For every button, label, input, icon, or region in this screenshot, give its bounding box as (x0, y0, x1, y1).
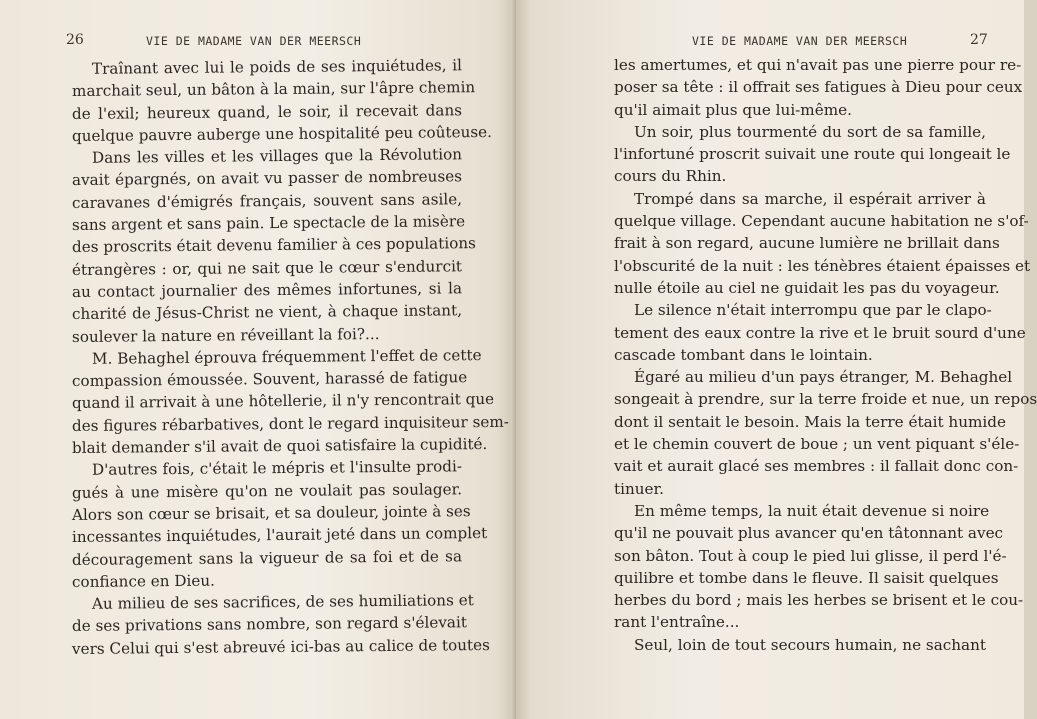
text-line: des figures rébarbatives, dont le regard inquisiteur sem- (71, 412, 509, 435)
text-line: Le silence n'était interrompu que par le clapo- (634, 301, 992, 320)
text-line: de l'exil; heureux quand, le soir, il recevait dans (71, 100, 463, 123)
text-line: cours du Rhin. (614, 167, 727, 186)
text-line: les amertumes, et qui n'avait pas une pierre pour re- (614, 56, 1022, 74)
text-line: quelque pauvre auberge une hospitalité peu coûteuse. (71, 122, 493, 145)
text-line: frait à son regard, aucune lumière ne brillait dans (614, 234, 1000, 253)
text-line: marchait seul, un bâton à la main, sur l'âpre chemin (71, 78, 476, 101)
text-line: son bâton. Tout à coup le pied lui glisse, il perd l'é- (614, 546, 1007, 565)
text-line: rant l'entraîne... (614, 613, 740, 632)
text-line: et le chemin couvert de boue ; un vent piquant s'éle- (614, 435, 1020, 454)
text-line: l'obscurité de la nuit : les ténèbres étaient épaisses et (614, 256, 1031, 275)
right-page (516, 0, 1037, 719)
text-line: découragement sans la vigueur de sa foi et de sa (71, 546, 463, 569)
text-line: Dans les villes et les villages que la Révolution (91, 145, 463, 167)
text-line: vait et aurait glacé ses membres : il fallait donc con- (614, 457, 1019, 476)
page-number: 26 (66, 32, 84, 48)
text-line: quilibre et tombe dans le fleuve. Il saisit quelques (614, 568, 999, 587)
text-line: des proscrits était devenu familier à ces populations (71, 234, 476, 257)
text-line: tinuer. (614, 479, 664, 498)
text-line: M. Behaghel éprouva fréquemment l'effet de cette (91, 345, 482, 368)
text-line: nulle étoile au ciel ne guidait les pas du voyageur. (614, 278, 1000, 297)
text-line: l'infortuné proscrit suivait une route qui longeait le (614, 145, 1011, 164)
text-line: Au milieu de ses sacrifices, de ses humiliations et (91, 591, 474, 613)
text-line: Seul, loin de tout secours humain, ne sachant (634, 635, 986, 654)
running-head: VIE DE MADAME VAN DER MEERSCH (146, 34, 362, 48)
text-line: D'autres fois, c'était le mépris et l'insulte prodi- (91, 457, 463, 480)
text-line: Un soir, plus tourmenté du sort de sa famille, (634, 122, 986, 141)
text-line: qu'il ne pouvait plus avancer qu'en tâtonnant avec (614, 524, 1004, 543)
text-line: sans argent et sans pain. Le spectacle de la misère (71, 212, 466, 235)
text-line: caravanes d'émigrés français, souvent sans asile, (71, 190, 463, 212)
text-line: Trompé dans sa marche, il espérait arriver à (634, 189, 986, 208)
text-line: cascade tombant dans le lointain. (614, 345, 873, 364)
text-line: En même temps, la nuit était devenue si noire (634, 501, 990, 520)
text-line: incessantes inquiétudes, l'aurait jeté dans un complet (71, 524, 488, 547)
text-line: songeait à prendre, sur la terre froide et nue, un repos (614, 390, 1037, 409)
text-line: quand il arrivait à une hôtellerie, il n'y rencontrait que (71, 390, 495, 413)
text-line: dont il sentait le besoin. Mais la terre était humide (614, 412, 1006, 431)
text-line: charité de Jésus-Christ ne vient, à chaque instant, (71, 301, 463, 324)
text-line: poser sa tête : il offrait ses fatigues à Dieu pour ceux (614, 78, 1023, 97)
right-text-block (614, 54, 1037, 656)
text-line: Égaré au milieu d'un pays étranger, M. Behaghel (634, 368, 1013, 387)
text-line: gués à une misère qu'on ne voulait pas soulager. (71, 479, 463, 502)
text-line: Traînant avec lui le poids de ses inquiétudes, il (91, 56, 463, 78)
text-line: confiance en Dieu. (71, 571, 216, 591)
page-number: 27 (970, 32, 988, 48)
text-line: quelque village. Cependant aucune habitation ne s'of- (614, 212, 1029, 231)
left-text-block (71, 56, 509, 660)
text-line: au contact journalier des mêmes infortunes, si la (71, 279, 463, 301)
left-page (0, 0, 516, 719)
text-line: herbes du bord ; mais les herbes se brisent et le cou- (614, 591, 1024, 610)
text-line: étrangères : or, qui ne sait que le cœur s'endurcit (71, 256, 463, 279)
text-line: de ses privations sans nombre, son regard s'élevait (71, 613, 467, 636)
text-line: blait demander s'il avait de quoi satisfaire la cupidité. (71, 435, 488, 458)
text-line: soulever la nature en réveillant la foi?... (71, 324, 380, 346)
text-line: compassion émoussée. Souvent, harassé de fatigue (71, 368, 468, 391)
text-line: qu'il aimait plus que lui-même. (614, 100, 852, 119)
text-line: Alors son cœur se brisait, et sa douleur, jointe à ses (71, 502, 471, 524)
running-head: VIE DE MADAME VAN DER MEERSCH (692, 34, 908, 48)
text-line: vers Celui qui s'est abreuvé ici-bas au calice de toutes (71, 635, 490, 658)
text-line: tement des eaux contre la rive et le bruit sourd d'une (614, 323, 1026, 342)
text-line: avait épargnés, on avait vu passer de nombreuses (71, 167, 463, 190)
